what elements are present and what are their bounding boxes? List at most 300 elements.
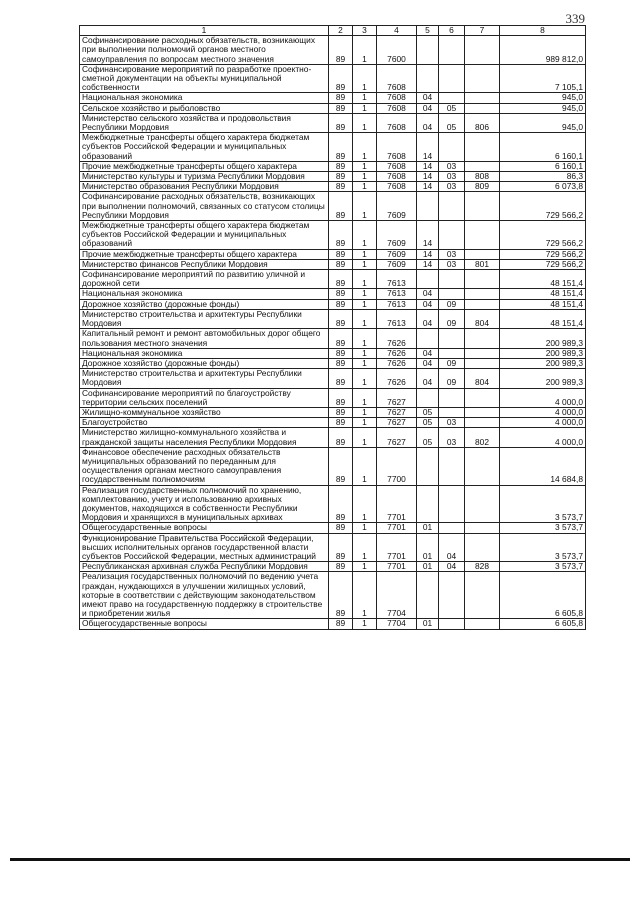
row-name-cell: Министерство жилищно-коммунального хозяйства и гражданской защиты населения Республики Мордовия xyxy=(80,428,329,447)
row-amount-cell: 3 573,7 xyxy=(500,485,586,523)
row-code-cell xyxy=(465,407,500,417)
table-row xyxy=(80,533,586,562)
row-code-cell xyxy=(439,407,465,417)
row-code-cell: 14 xyxy=(417,182,439,192)
row-name-cell: Софинансирование мероприятий по благоустройству территории сельских поселений xyxy=(80,388,329,407)
row-code-cell xyxy=(465,358,500,368)
row-code-cell: 89 xyxy=(329,418,353,428)
row-code-cell: 89 xyxy=(329,259,353,269)
table-row xyxy=(80,418,586,428)
row-name-cell: Министерство культуры и туризма Республики Мордовия xyxy=(80,172,329,182)
row-code-cell: 1 xyxy=(353,221,377,250)
row-amount-cell: 3 573,7 xyxy=(500,533,586,562)
row-code-cell: 89 xyxy=(329,299,353,309)
row-code-cell: 1 xyxy=(353,64,377,93)
row-code-cell xyxy=(465,161,500,171)
row-code-cell: 89 xyxy=(329,309,353,328)
row-code-cell: 04 xyxy=(439,533,465,562)
table-row xyxy=(80,428,586,447)
row-code-cell xyxy=(417,388,439,407)
row-code-cell xyxy=(465,348,500,358)
row-code-cell: 89 xyxy=(329,161,353,171)
row-name-cell: Республиканская архивная служба Республики Мордовия xyxy=(80,562,329,572)
row-code-cell: 89 xyxy=(329,572,353,619)
row-code-cell: 14 xyxy=(417,133,439,162)
table-row xyxy=(80,523,586,533)
row-code-cell xyxy=(465,36,500,65)
row-code-cell: 89 xyxy=(329,192,353,221)
row-code-cell xyxy=(439,64,465,93)
row-code-cell: 7608 xyxy=(377,172,417,182)
row-code-cell xyxy=(417,36,439,65)
row-code-cell xyxy=(439,289,465,299)
row-amount-cell: 945,0 xyxy=(500,93,586,103)
row-code-cell: 1 xyxy=(353,619,377,629)
row-code-cell xyxy=(439,619,465,629)
row-code-cell: 801 xyxy=(465,259,500,269)
row-code-cell: 7609 xyxy=(377,221,417,250)
row-code-cell: 89 xyxy=(329,36,353,65)
row-code-cell: 1 xyxy=(353,309,377,328)
budget-table xyxy=(79,25,586,630)
row-code-cell: 89 xyxy=(329,221,353,250)
row-name-cell: Министерство строительства и архитектуры Республики Мордовия xyxy=(80,309,329,328)
row-code-cell: 89 xyxy=(329,428,353,447)
row-code-cell: 04 xyxy=(417,93,439,103)
row-code-cell: 1 xyxy=(353,93,377,103)
row-code-cell: 808 xyxy=(465,172,500,182)
row-code-cell: 14 xyxy=(417,221,439,250)
row-amount-cell: 86,3 xyxy=(500,172,586,182)
row-code-cell: 7704 xyxy=(377,619,417,629)
row-code-cell: 09 xyxy=(439,369,465,388)
row-code-cell: 89 xyxy=(329,348,353,358)
row-code-cell: 7627 xyxy=(377,428,417,447)
row-code-cell: 1 xyxy=(353,172,377,182)
row-code-cell xyxy=(439,270,465,289)
row-code-cell: 7608 xyxy=(377,161,417,171)
row-code-cell: 89 xyxy=(329,619,353,629)
row-name-cell: Межбюджетные трансферты общего характера бюджетам субъектов Российской Федерации и муниципальных образований xyxy=(80,221,329,250)
row-name-cell: Министерство строительства и архитектуры Республики Мордовия xyxy=(80,369,329,388)
row-code-cell: 7609 xyxy=(377,259,417,269)
row-code-cell: 7626 xyxy=(377,358,417,368)
row-code-cell: 89 xyxy=(329,64,353,93)
row-code-cell: 806 xyxy=(465,113,500,132)
row-code-cell: 89 xyxy=(329,133,353,162)
header-cell: 6 xyxy=(439,26,465,36)
table-body xyxy=(80,36,586,629)
row-code-cell: 05 xyxy=(417,418,439,428)
row-amount-cell: 3 573,7 xyxy=(500,562,586,572)
row-name-cell: Капитальный ремонт и ремонт автомобильных дорог общего пользования местного значения xyxy=(80,329,329,348)
row-code-cell: 89 xyxy=(329,113,353,132)
row-code-cell: 1 xyxy=(353,485,377,523)
row-code-cell xyxy=(465,299,500,309)
row-code-cell: 7627 xyxy=(377,388,417,407)
row-code-cell xyxy=(465,418,500,428)
row-code-cell: 7701 xyxy=(377,485,417,523)
row-code-cell: 14 xyxy=(417,249,439,259)
row-code-cell xyxy=(439,485,465,523)
row-code-cell: 7626 xyxy=(377,329,417,348)
row-amount-cell: 945,0 xyxy=(500,103,586,113)
row-code-cell: 7701 xyxy=(377,562,417,572)
table-row xyxy=(80,309,586,328)
table-row xyxy=(80,329,586,348)
row-code-cell: 7626 xyxy=(377,348,417,358)
row-code-cell: 14 xyxy=(417,259,439,269)
row-amount-cell: 200 989,3 xyxy=(500,358,586,368)
header-cell: 7 xyxy=(465,26,500,36)
row-code-cell: 7600 xyxy=(377,36,417,65)
row-amount-cell: 48 151,4 xyxy=(500,299,586,309)
header-cell: 5 xyxy=(417,26,439,36)
row-code-cell: 1 xyxy=(353,348,377,358)
row-code-cell xyxy=(465,270,500,289)
table-row xyxy=(80,161,586,171)
row-name-cell: Финансовое обеспечение расходных обязательств муниципальных образований по переданным для осуществления органам местного самоуправления государственным полномочиям xyxy=(80,447,329,485)
row-code-cell: 03 xyxy=(439,172,465,182)
row-code-cell xyxy=(465,133,500,162)
row-code-cell: 14 xyxy=(417,161,439,171)
row-code-cell xyxy=(439,36,465,65)
row-code-cell: 89 xyxy=(329,533,353,562)
row-code-cell: 1 xyxy=(353,270,377,289)
row-code-cell: 09 xyxy=(439,358,465,368)
header-cell: 2 xyxy=(329,26,353,36)
table-row xyxy=(80,388,586,407)
table-row xyxy=(80,369,586,388)
row-code-cell: 1 xyxy=(353,358,377,368)
row-code-cell xyxy=(439,572,465,619)
row-code-cell xyxy=(417,485,439,523)
row-code-cell: 89 xyxy=(329,407,353,417)
row-code-cell: 1 xyxy=(353,133,377,162)
row-name-cell: Национальная экономика xyxy=(80,348,329,358)
row-code-cell: 04 xyxy=(417,113,439,132)
table-row xyxy=(80,289,586,299)
table-row xyxy=(80,348,586,358)
row-code-cell: 03 xyxy=(439,428,465,447)
row-code-cell: 89 xyxy=(329,369,353,388)
row-code-cell: 804 xyxy=(465,369,500,388)
row-code-cell: 1 xyxy=(353,388,377,407)
row-code-cell: 1 xyxy=(353,447,377,485)
row-code-cell xyxy=(465,485,500,523)
row-code-cell: 1 xyxy=(353,289,377,299)
row-code-cell: 7700 xyxy=(377,447,417,485)
row-amount-cell: 200 989,3 xyxy=(500,369,586,388)
row-code-cell xyxy=(417,192,439,221)
row-amount-cell: 6 073,8 xyxy=(500,182,586,192)
row-code-cell xyxy=(465,64,500,93)
row-code-cell xyxy=(465,619,500,629)
row-code-cell: 03 xyxy=(439,259,465,269)
row-amount-cell: 6 605,8 xyxy=(500,619,586,629)
row-code-cell: 04 xyxy=(417,309,439,328)
row-amount-cell: 200 989,3 xyxy=(500,329,586,348)
row-code-cell: 7613 xyxy=(377,270,417,289)
row-name-cell: Дорожное хозяйство (дорожные фонды) xyxy=(80,358,329,368)
row-code-cell: 14 xyxy=(417,172,439,182)
row-code-cell: 89 xyxy=(329,447,353,485)
row-code-cell: 1 xyxy=(353,259,377,269)
row-code-cell: 1 xyxy=(353,407,377,417)
row-code-cell xyxy=(465,447,500,485)
row-code-cell: 89 xyxy=(329,172,353,182)
row-code-cell: 828 xyxy=(465,562,500,572)
row-name-cell: Сельское хозяйство и рыболовство xyxy=(80,103,329,113)
row-code-cell: 03 xyxy=(439,418,465,428)
row-amount-cell: 6 160,1 xyxy=(500,133,586,162)
row-code-cell: 04 xyxy=(417,358,439,368)
row-code-cell: 7613 xyxy=(377,309,417,328)
row-name-cell: Министерство сельского хозяйства и продовольствия Республики Мордовия xyxy=(80,113,329,132)
row-code-cell: 05 xyxy=(439,103,465,113)
row-code-cell: 1 xyxy=(353,369,377,388)
page-number: 339 xyxy=(565,11,585,26)
table-row xyxy=(80,485,586,523)
row-code-cell xyxy=(439,221,465,250)
row-name-cell: Софинансирование мероприятий по развитию уличной и дорожной сети xyxy=(80,270,329,289)
row-code-cell: 1 xyxy=(353,249,377,259)
row-name-cell: Софинансирование мероприятий по разработке проектно-сметной документации на объекты муниципальной собственности xyxy=(80,64,329,93)
row-code-cell: 7609 xyxy=(377,249,417,259)
row-code-cell: 7608 xyxy=(377,133,417,162)
row-code-cell: 01 xyxy=(417,562,439,572)
row-name-cell: Общегосударственные вопросы xyxy=(80,523,329,533)
row-code-cell: 7701 xyxy=(377,533,417,562)
row-name-cell: Жилищно-коммунальное хозяйство xyxy=(80,407,329,417)
row-code-cell xyxy=(417,572,439,619)
row-code-cell: 7613 xyxy=(377,299,417,309)
row-code-cell xyxy=(417,270,439,289)
row-name-cell: Национальная экономика xyxy=(80,289,329,299)
row-code-cell: 1 xyxy=(353,113,377,132)
row-amount-cell: 48 151,4 xyxy=(500,289,586,299)
row-amount-cell: 14 684,8 xyxy=(500,447,586,485)
row-code-cell: 03 xyxy=(439,182,465,192)
header-row xyxy=(80,26,586,36)
row-code-cell: 03 xyxy=(439,161,465,171)
row-name-cell: Реализация государственных полномочий по ведению учета граждан, нуждающихся в улучшении жилищных условий, которые в соответствии с действующим законодательством имеют право на государственную поддержку в строительстве и приобретении жилья xyxy=(80,572,329,619)
row-amount-cell: 945,0 xyxy=(500,113,586,132)
row-amount-cell: 989 812,0 xyxy=(500,36,586,65)
row-name-cell: Национальная экономика xyxy=(80,93,329,103)
row-code-cell: 1 xyxy=(353,36,377,65)
table-row xyxy=(80,221,586,250)
row-code-cell xyxy=(439,329,465,348)
row-code-cell: 89 xyxy=(329,103,353,113)
table-row xyxy=(80,358,586,368)
row-code-cell: 809 xyxy=(465,182,500,192)
row-amount-cell: 4 000,0 xyxy=(500,407,586,417)
row-amount-cell: 729 566,2 xyxy=(500,192,586,221)
row-name-cell: Функционирование Правительства Российской Федерации, высших исполнительных органов государственной власти субъектов Российской Федерации, местных администраций xyxy=(80,533,329,562)
row-name-cell: Министерство финансов Республики Мордовия xyxy=(80,259,329,269)
row-code-cell: 1 xyxy=(353,299,377,309)
row-code-cell: 7701 xyxy=(377,523,417,533)
row-code-cell: 01 xyxy=(417,523,439,533)
row-code-cell: 04 xyxy=(417,289,439,299)
row-amount-cell: 48 151,4 xyxy=(500,309,586,328)
table-row xyxy=(80,103,586,113)
row-code-cell: 1 xyxy=(353,572,377,619)
row-code-cell: 7627 xyxy=(377,418,417,428)
row-code-cell: 89 xyxy=(329,329,353,348)
row-code-cell xyxy=(465,103,500,113)
row-amount-cell: 4 000,0 xyxy=(500,428,586,447)
row-name-cell: Благоустройство xyxy=(80,418,329,428)
row-amount-cell: 729 566,2 xyxy=(500,259,586,269)
row-code-cell: 7608 xyxy=(377,113,417,132)
row-code-cell: 89 xyxy=(329,93,353,103)
table-row xyxy=(80,93,586,103)
row-amount-cell: 4 000,0 xyxy=(500,418,586,428)
row-code-cell: 802 xyxy=(465,428,500,447)
row-code-cell: 7608 xyxy=(377,64,417,93)
row-name-cell: Дорожное хозяйство (дорожные фонды) xyxy=(80,299,329,309)
row-code-cell xyxy=(465,221,500,250)
row-code-cell xyxy=(417,64,439,93)
table-row xyxy=(80,259,586,269)
row-code-cell: 89 xyxy=(329,523,353,533)
table-row xyxy=(80,407,586,417)
row-code-cell xyxy=(417,329,439,348)
row-name-cell: Межбюджетные трансферты общего характера бюджетам субъектов Российской Федерации и муниципальных образований xyxy=(80,133,329,162)
header-cell: 1 xyxy=(80,26,329,36)
row-name-cell: Прочие межбюджетные трансферты общего характера xyxy=(80,249,329,259)
row-code-cell xyxy=(439,348,465,358)
row-amount-cell: 48 151,4 xyxy=(500,270,586,289)
row-code-cell: 89 xyxy=(329,562,353,572)
row-code-cell: 1 xyxy=(353,192,377,221)
row-code-cell xyxy=(465,329,500,348)
row-code-cell: 01 xyxy=(417,619,439,629)
row-code-cell: 7704 xyxy=(377,572,417,619)
row-name-cell: Прочие межбюджетные трансферты общего характера xyxy=(80,161,329,171)
row-code-cell: 01 xyxy=(417,533,439,562)
row-code-cell: 04 xyxy=(417,369,439,388)
row-code-cell: 89 xyxy=(329,289,353,299)
row-code-cell: 1 xyxy=(353,103,377,113)
row-amount-cell: 4 000,0 xyxy=(500,388,586,407)
row-code-cell: 1 xyxy=(353,182,377,192)
row-code-cell: 7609 xyxy=(377,192,417,221)
table-row xyxy=(80,64,586,93)
row-code-cell: 89 xyxy=(329,270,353,289)
table-row xyxy=(80,182,586,192)
table-row xyxy=(80,619,586,629)
row-name-cell: Общегосударственные вопросы xyxy=(80,619,329,629)
row-code-cell: 89 xyxy=(329,388,353,407)
row-code-cell: 04 xyxy=(439,562,465,572)
row-amount-cell: 6 605,8 xyxy=(500,572,586,619)
row-code-cell xyxy=(465,572,500,619)
row-code-cell xyxy=(417,447,439,485)
row-code-cell: 04 xyxy=(417,348,439,358)
row-code-cell xyxy=(465,533,500,562)
row-code-cell xyxy=(439,388,465,407)
row-code-cell xyxy=(465,192,500,221)
row-code-cell: 89 xyxy=(329,485,353,523)
row-code-cell: 09 xyxy=(439,299,465,309)
row-amount-cell: 200 989,3 xyxy=(500,348,586,358)
row-code-cell: 1 xyxy=(353,329,377,348)
row-code-cell: 89 xyxy=(329,358,353,368)
row-code-cell: 05 xyxy=(417,428,439,447)
row-amount-cell: 7 105,1 xyxy=(500,64,586,93)
row-code-cell xyxy=(465,388,500,407)
bottom-rule xyxy=(10,858,630,861)
row-code-cell: 1 xyxy=(353,533,377,562)
row-name-cell: Софинансирование расходных обязательств, возникающих при выполнении полномочий органов местного самоуправления по вопросам местного значения xyxy=(80,36,329,65)
row-code-cell: 7613 xyxy=(377,289,417,299)
header-cell: 4 xyxy=(377,26,417,36)
row-code-cell: 05 xyxy=(417,407,439,417)
row-code-cell: 1 xyxy=(353,523,377,533)
header-cell: 8 xyxy=(500,26,586,36)
row-code-cell: 7626 xyxy=(377,369,417,388)
row-code-cell: 7608 xyxy=(377,93,417,103)
row-code-cell: 09 xyxy=(439,309,465,328)
table-row xyxy=(80,133,586,162)
row-code-cell xyxy=(465,523,500,533)
row-code-cell: 1 xyxy=(353,562,377,572)
row-code-cell xyxy=(465,249,500,259)
row-code-cell: 804 xyxy=(465,309,500,328)
row-code-cell: 7608 xyxy=(377,103,417,113)
row-code-cell: 89 xyxy=(329,182,353,192)
row-code-cell xyxy=(439,192,465,221)
row-code-cell: 1 xyxy=(353,428,377,447)
table-row xyxy=(80,270,586,289)
row-code-cell xyxy=(439,447,465,485)
row-code-cell: 04 xyxy=(417,299,439,309)
table-row xyxy=(80,572,586,619)
table-row xyxy=(80,113,586,132)
row-code-cell xyxy=(439,93,465,103)
row-amount-cell: 6 160,1 xyxy=(500,161,586,171)
row-code-cell: 7608 xyxy=(377,182,417,192)
row-code-cell xyxy=(465,289,500,299)
row-code-cell: 89 xyxy=(329,249,353,259)
row-amount-cell: 729 566,2 xyxy=(500,249,586,259)
row-amount-cell: 729 566,2 xyxy=(500,221,586,250)
row-name-cell: Реализация государственных полномочий по хранению, комплектованию, учету и использованию архивных документов, находящихся в собственности Республики Мордовия и хранящихся в муниципальных архивах xyxy=(80,485,329,523)
row-code-cell: 7627 xyxy=(377,407,417,417)
table-row xyxy=(80,299,586,309)
table-row xyxy=(80,447,586,485)
table-row xyxy=(80,192,586,221)
table-row xyxy=(80,36,586,65)
table-row xyxy=(80,562,586,572)
row-code-cell: 04 xyxy=(417,103,439,113)
header-cell: 3 xyxy=(353,26,377,36)
row-amount-cell: 3 573,7 xyxy=(500,523,586,533)
table-row xyxy=(80,249,586,259)
row-code-cell xyxy=(439,523,465,533)
row-code-cell xyxy=(465,93,500,103)
table-row xyxy=(80,172,586,182)
row-name-cell: Софинансирование расходных обязательств, возникающих при выполнении полномочий, связанных со статусом столицы Республики Мордовия xyxy=(80,192,329,221)
row-name-cell: Министерство образования Республики Мордовия xyxy=(80,182,329,192)
row-code-cell: 1 xyxy=(353,161,377,171)
row-code-cell: 1 xyxy=(353,418,377,428)
row-code-cell: 03 xyxy=(439,249,465,259)
row-code-cell: 05 xyxy=(439,113,465,132)
